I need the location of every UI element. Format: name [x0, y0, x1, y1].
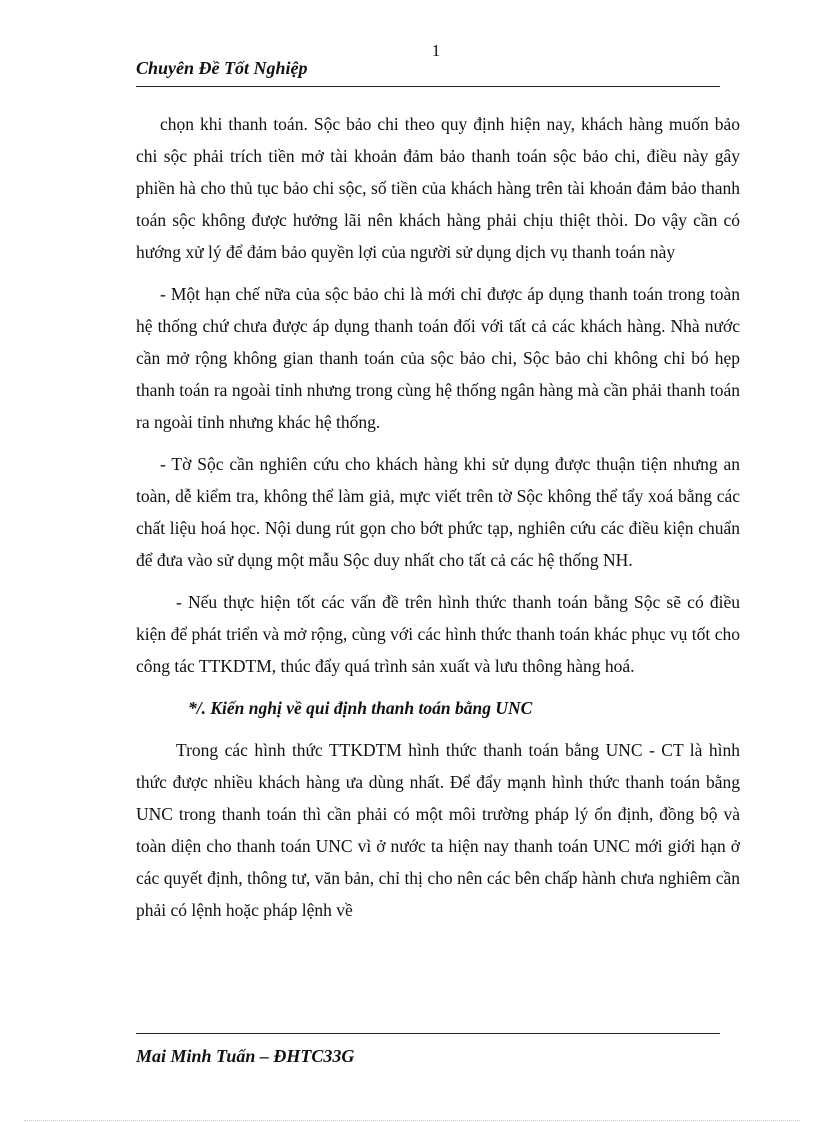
header-divider	[136, 86, 720, 87]
header-title: Chuyên Đề Tốt Nghiệp	[136, 58, 308, 78]
section-heading-unc: */. Kiến nghị về qui định thanh toán bằng UNC	[188, 698, 533, 718]
page-number: 1	[431, 41, 441, 60]
paragraph-sec-bao-chi-scope: - Một hạn chế nữa của sộc bảo chi là mới chỉ được áp dụng thanh toán trong toàn hệ thống chứ chưa được áp dụng thanh toán đối với tất cả các khách hàng. Nhà nước cần mở rộng không gian thanh toán của sộc bảo chi, Sộc bảo chi không chỉ bó hẹp thanh toán ra ngoài tỉnh nhưng trong cùng hệ thống ngân hàng mà cần phải thanh toán ra ngoài tỉnh nhưng khác hệ thống.	[136, 284, 740, 432]
footer-author: Mai Minh Tuấn – ĐHTC33G	[136, 1046, 355, 1066]
paragraph-sec-form-design: - Tờ Sộc cần nghiên cứu cho khách hàng khi sử dụng được thuận tiện nhưng an toàn, dễ kiểm tra, không thể làm giả, mực viết trên tờ Sộc không thể tẩy xoá bằng các chất liệu hoá học. Nội dung rút gọn cho bớt phức tạp, nghiên cứu các điều kiện chuẩn để đưa vào sử dụng một mẫu Sộc duy nhất cho tất cả các hệ thống NH.	[136, 454, 740, 570]
page-edge-dotted-line	[24, 1120, 800, 1121]
document-body	[136, 108, 740, 926]
footer-divider	[136, 1033, 720, 1034]
paragraph-sec-bao-chi-account: chọn khi thanh toán. Sộc bảo chi theo quy định hiện nay, khách hàng muốn bảo chi sộc phải trích tiền mở tài khoản đảm bảo thanh toán sộc bảo chi, điều này gây phiền hà cho thủ tục bảo chi sộc, số tiền của khách hàng trên tài khoản đảm bảo thanh toán sộc không được hưởng lãi nên khách hàng phải chịu thiệt thòi. Do vậy cần có hướng xử lý để đảm bảo quyền lợi của người sử dụng dịch vụ thanh toán này	[136, 114, 740, 262]
paragraph-sec-development: - Nếu thực hiện tốt các vấn đề trên hình thức thanh toán bằng Sộc sẽ có điều kiện để phát triển và mở rộng, cùng với các hình thức thanh toán khác phục vụ tốt cho công tác TTKDTM, thúc đẩy quá trình sản xuất và lưu thông hàng hoá.	[136, 592, 740, 676]
paragraph-unc: Trong các hình thức TTKDTM hình thức thanh toán bằng UNC - CT là hình thức được nhiều khách hàng ưa dùng nhất. Để đẩy mạnh hình thức thanh toán bằng UNC trong thanh toán thì cần phải có một môi trường pháp lý ổn định, đồng bộ và toàn diện cho thanh toán UNC vì ở nước ta hiện nay thanh toán UNC mới giới hạn ở các quyết định, thông tư, văn bản, chỉ thị cho nên các bên chấp hành chưa nghiêm cần phải có lệnh hoặc pháp lệnh về	[136, 740, 740, 920]
